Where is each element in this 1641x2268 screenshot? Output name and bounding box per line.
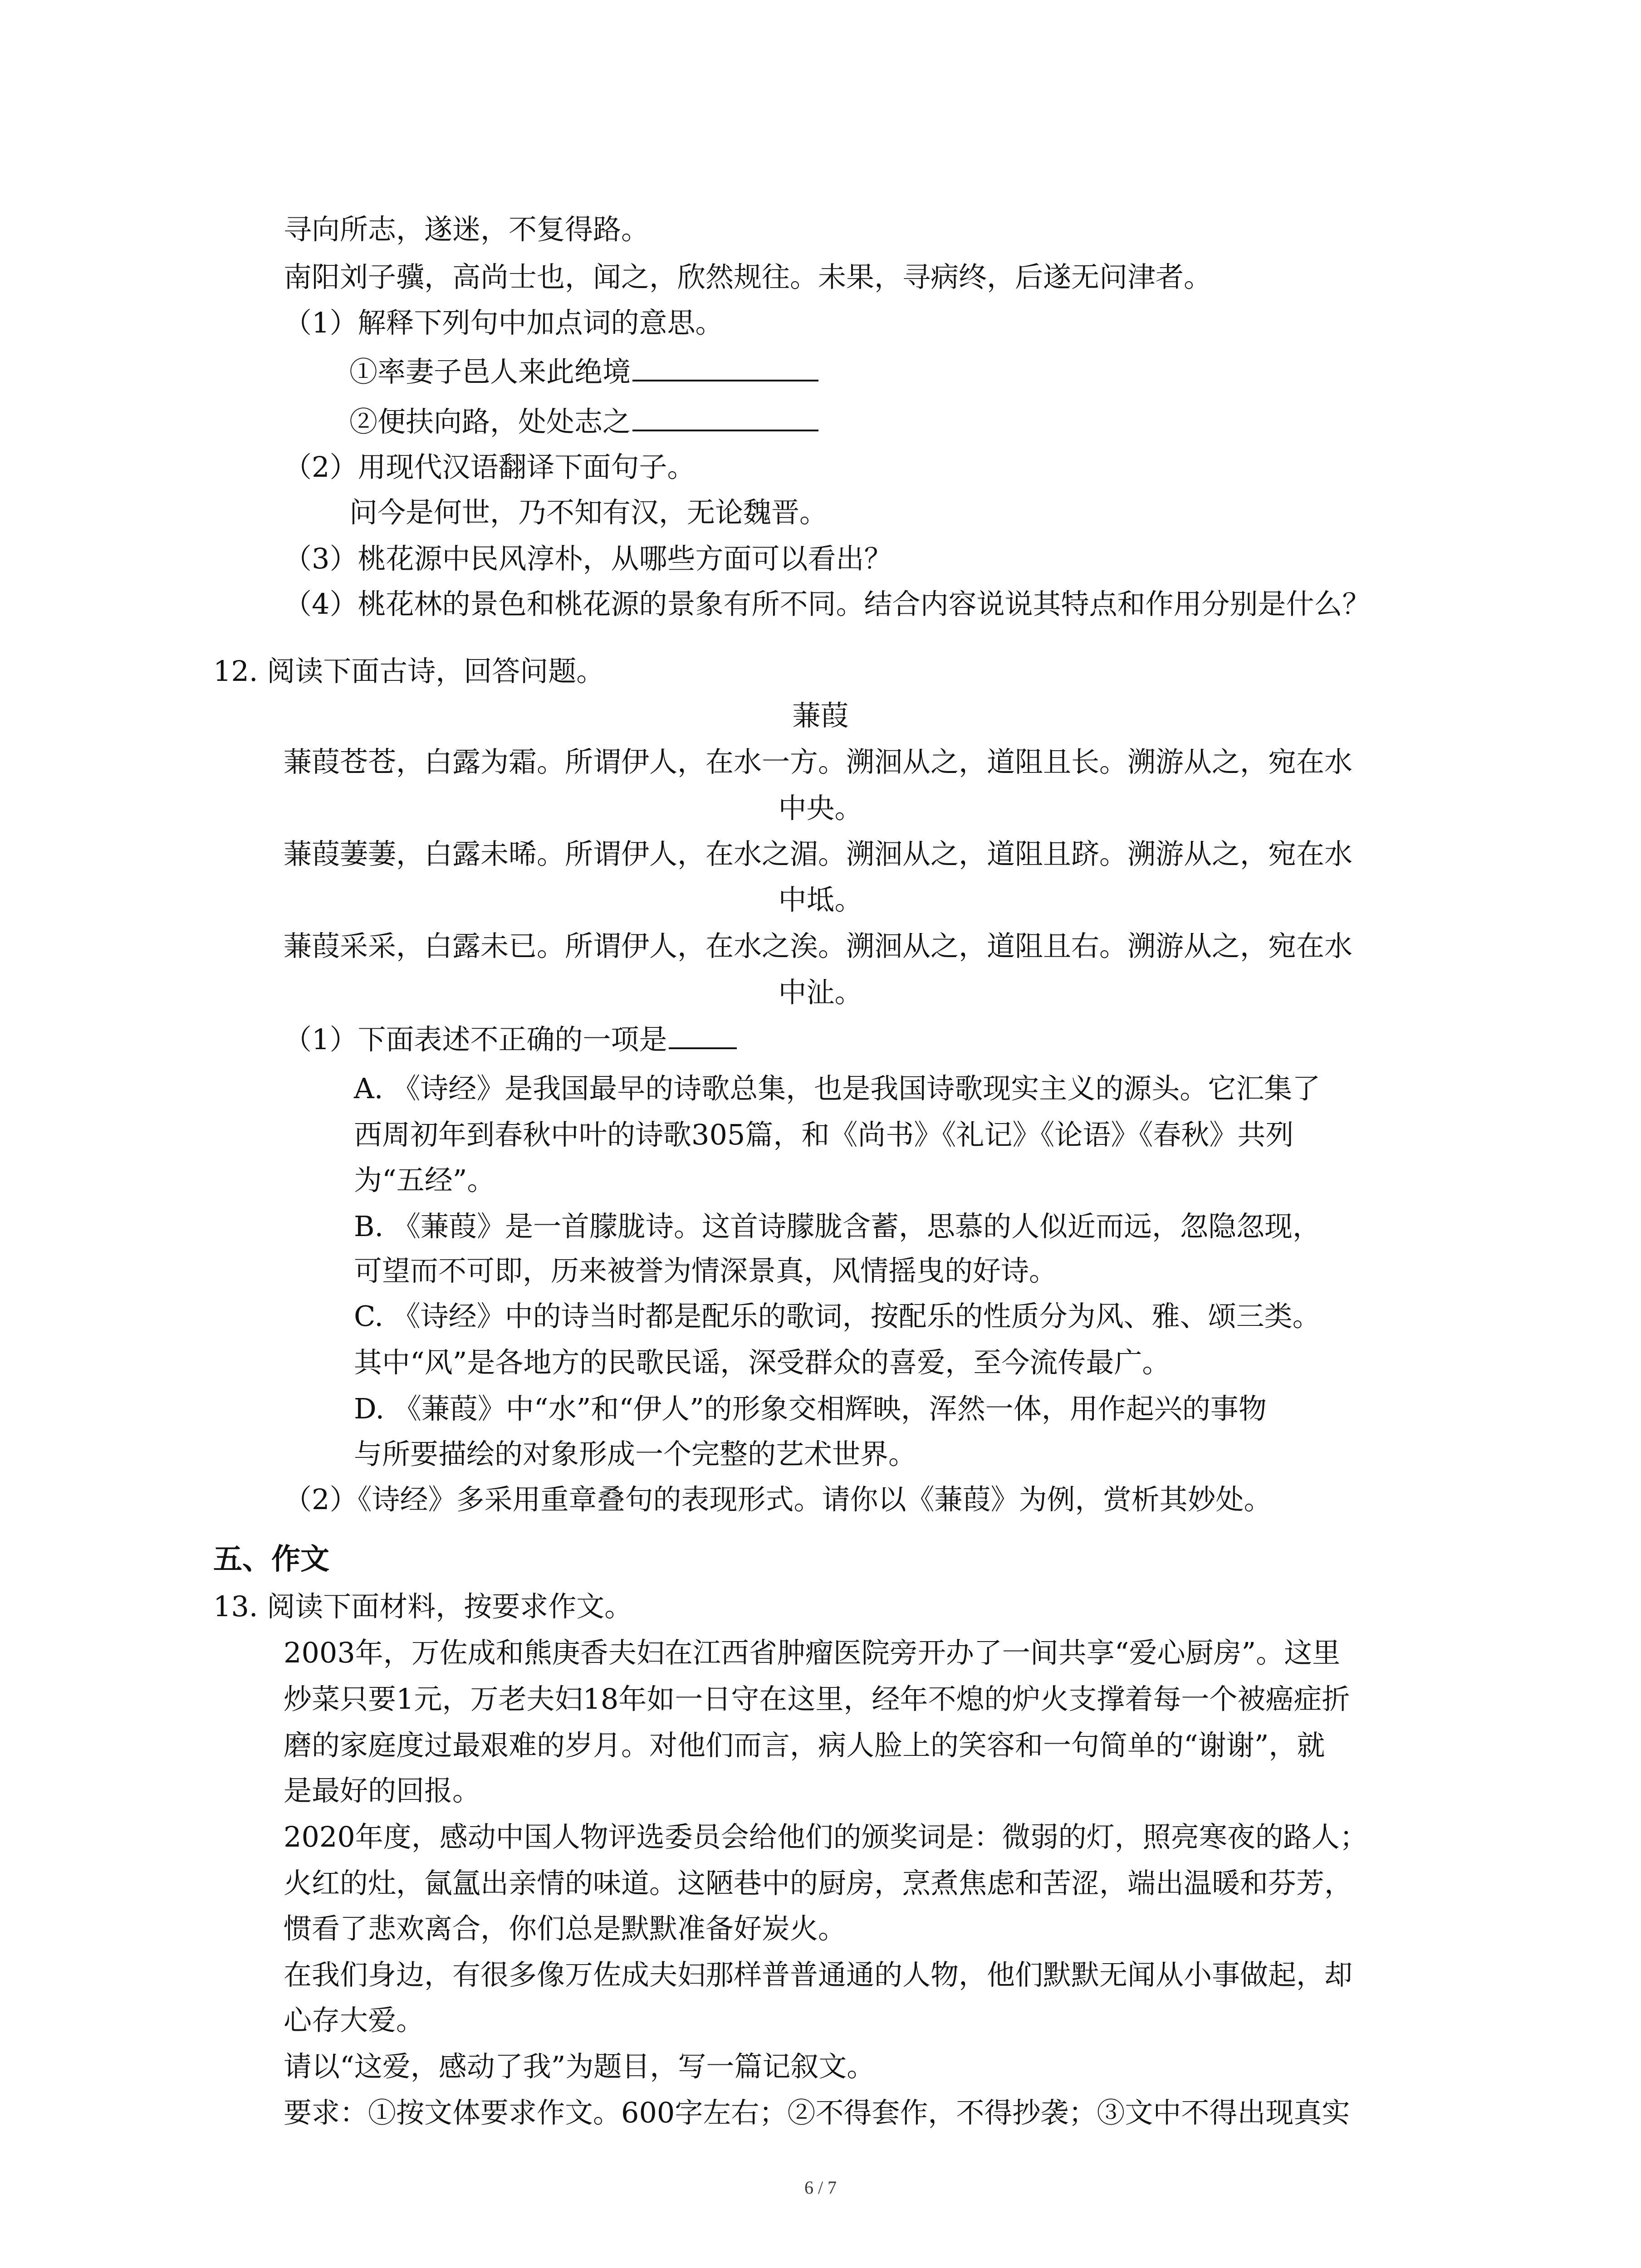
poem-line: 蒹葭苍苍，白露为霜。所谓伊人，在水一方。溯洄从之，道阻且长。溯游从之，宛在水	[284, 745, 1353, 778]
passage-line: 寻向所志，遂迷，不复得路。	[284, 213, 650, 246]
poem-line: 蒹葭采采，白露未已。所谓伊人，在水之涘。溯洄从之，道阻且右。溯游从之，宛在水	[284, 929, 1353, 963]
option-c-line: 其中“风”是各地方的民歌民谣，深受群众的喜爱，至今流传最广。	[354, 1346, 1171, 1379]
page-number: 6 / 7	[804, 2177, 837, 2198]
material-line: 是最好的回报。	[284, 1774, 481, 1807]
q11-sub2-sentence: 问今是何世，乃不知有汉，无论魏晋。	[349, 496, 828, 529]
q11-sub1-prompt: （1）解释下列句中加点词的意思。	[284, 306, 724, 339]
q11-sub4: （4）桃花林的景色和桃花源的景象有所不同。结合内容说说其特点和作用分别是什么？	[284, 587, 1371, 621]
q13-instruction: 请以“这爱，感动了我”为题目，写一篇记叙文。	[284, 2050, 875, 2083]
answer-blank[interactable]	[632, 376, 818, 381]
material-line: 炒菜只要1元，万老夫妇18年如一日守在这里，经年不熄的炉火支撑着每一个被癌症折	[284, 1682, 1350, 1716]
item-text: ②便扶向路，处处志之	[349, 405, 631, 438]
q11-sub1-item-2	[349, 404, 818, 440]
item-text: ①率妻子邑人来此绝境	[349, 355, 631, 388]
option-d-line: D. 《蒹葭》中“水”和“伊人”的形象交相辉映，浑然一体，用作起兴的事物	[354, 1392, 1267, 1425]
option-b-line: B. 《蒹葭》是一首朦胧诗。这首诗朦胧含蓄，思慕的人似近而远，忽隐忽现，	[354, 1210, 1321, 1243]
q13-requirements: 要求：①按文体要求作文。600字左右；②不得套作，不得抄袭；③文中不得出现真实	[284, 2096, 1350, 2129]
material-line: 心存大爱。	[284, 2004, 425, 2037]
prompt-text: （1）下面表述不正确的一项是	[284, 1023, 667, 1056]
q11-sub3: （3）桃花源中民风淳朴，从哪些方面可以看出？	[284, 542, 892, 575]
q13-prompt: 13. 阅读下面材料，按要求作文。	[213, 1590, 633, 1623]
poem-line: 中坻。	[778, 883, 863, 916]
option-c-line: C. 《诗经》中的诗当时都是配乐的歌词，按配乐的性质分为风、雅、颂三类。	[354, 1300, 1321, 1333]
poem-title: 蒹葭	[792, 699, 849, 732]
option-a-line: 西周初年到春秋中叶的诗歌305篇，和《尚书》《礼记》《论语》《春秋》共列	[354, 1118, 1294, 1151]
q12-sub2: （2）《诗经》多采用重章叠句的表现形式。请你以《蒹葭》为例，赏析其妙处。	[284, 1483, 1272, 1516]
option-a-line: A. 《诗经》是我国最早的诗歌总集，也是我国诗歌现实主义的源头。它汇集了	[354, 1072, 1321, 1105]
poem-line: 中央。	[778, 792, 863, 825]
option-b-line: 可望而不可即，历来被誉为情深景真，风情摇曳的好诗。	[354, 1254, 1058, 1287]
answer-blank[interactable]	[632, 426, 818, 431]
passage-line: 南阳刘子骥，高尚士也，闻之，欣然规往。未果，寻病终，后遂无问津者。	[284, 260, 1212, 293]
answer-blank[interactable]	[669, 1044, 737, 1049]
material-line: 2020年度，感动中国人物评选委员会给他们的颁奖词是：微弱的灯，照亮寒夜的路人；	[284, 1820, 1368, 1853]
material-line: 2003年，万佐成和熊庚香夫妇在江西省肿瘤医院旁开办了一间共享“爱心厨房”。这里	[284, 1636, 1341, 1669]
poem-line: 中沚。	[778, 976, 863, 1009]
material-line: 惯看了悲欢离合，你们总是默默准备好炭火。	[284, 1912, 847, 1945]
material-line: 火红的灶，氤氲出亲情的味道。这陋巷中的厨房，烹煮焦虑和苦涩，端出温暖和芬芳，	[284, 1867, 1353, 1900]
poem-line: 蒹葭萋萋，白露未晞。所谓伊人，在水之湄。溯洄从之，道阻且跻。溯游从之，宛在水	[284, 837, 1353, 870]
option-a-line: 为“五经”。	[354, 1163, 495, 1197]
material-line: 在我们身边，有很多像万佐成夫妇那样普普通通的人物，他们默默无闻从小事做起，却	[284, 1958, 1353, 1991]
q11-sub1-item-1	[349, 354, 818, 390]
option-d-line: 与所要描绘的对象形成一个完整的艺术世界。	[354, 1437, 917, 1471]
q12-prompt: 12. 阅读下面古诗，回答问题。	[213, 655, 605, 688]
q12-sub1-prompt	[284, 1022, 737, 1058]
section-heading: 五、作文	[213, 1543, 329, 1576]
q11-sub2-prompt: （2）用现代汉语翻译下面句子。	[284, 450, 696, 484]
material-line: 磨的家庭度过最艰难的岁月。对他们而言，病人脸上的笑容和一句简单的“谢谢”，就	[284, 1729, 1325, 1762]
